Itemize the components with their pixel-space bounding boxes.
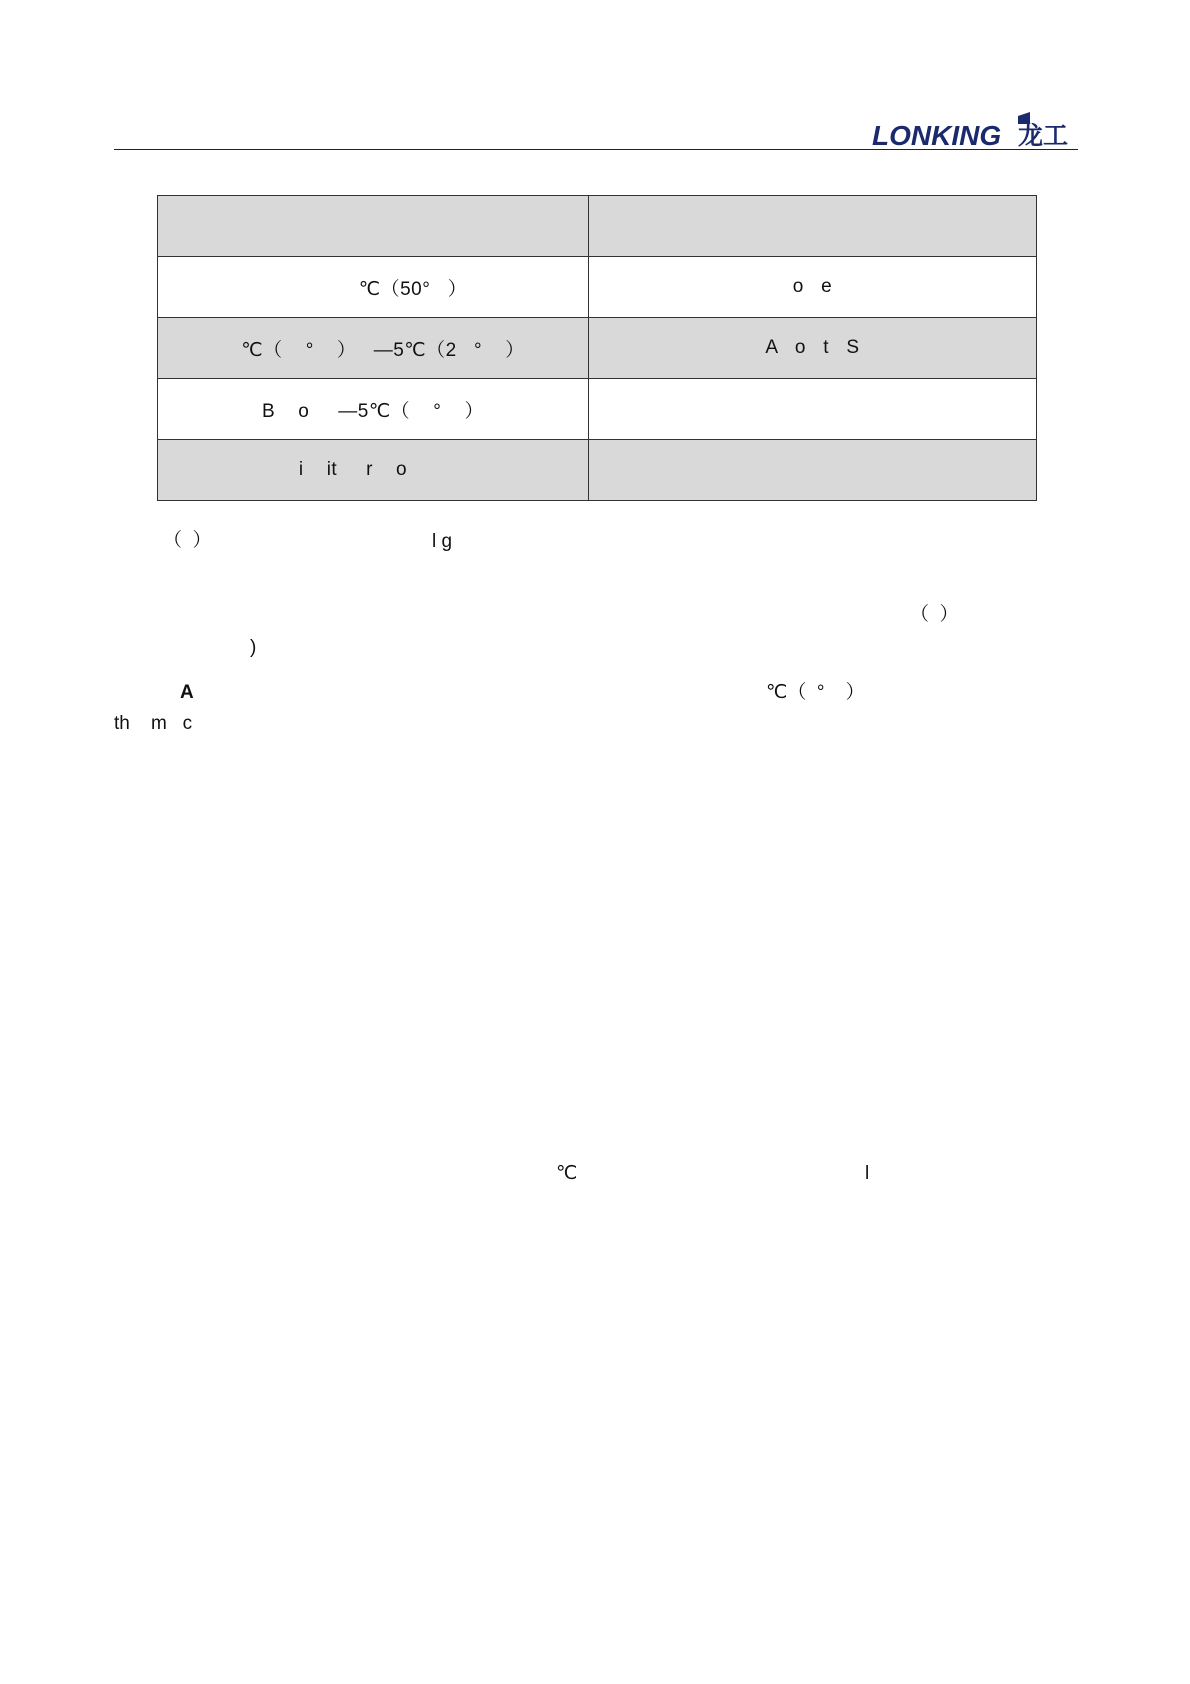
body-text: （ ） — [163, 530, 212, 551]
table-row — [158, 196, 1037, 257]
body-text: （ ） — [910, 604, 959, 625]
body-text: l g — [432, 531, 453, 552]
logo-text: LONKING — [872, 120, 1002, 148]
body-text: ) — [250, 637, 257, 658]
table-cell: o e — [589, 257, 1037, 318]
table-row — [158, 379, 1037, 440]
spec-table — [157, 195, 1037, 501]
table-row — [158, 257, 1037, 318]
table-cell — [589, 379, 1037, 440]
table-cell: i it r o — [158, 440, 589, 501]
body-text: l — [865, 1163, 870, 1184]
section-label: A — [180, 682, 194, 703]
table-row — [158, 318, 1037, 379]
table-cell: ℃（50° ） — [158, 257, 589, 318]
logo-cn-text: 龙工 — [1018, 121, 1069, 148]
body-text: ℃ — [556, 1163, 578, 1184]
body-text: th m c — [114, 713, 193, 734]
table-cell — [158, 196, 589, 257]
table-cell — [589, 196, 1037, 257]
brand-logo — [872, 112, 1082, 148]
table-cell: B o —5℃（ ° ） — [158, 379, 589, 440]
table-row — [158, 440, 1037, 501]
table-cell: A o t S — [589, 318, 1037, 379]
table-cell: ℃（ ° ） —5℃（2 ° ） — [158, 318, 589, 379]
body-text: ℃（ ° ） — [766, 682, 865, 703]
header-rule — [114, 149, 1078, 150]
table-cell — [589, 440, 1037, 501]
